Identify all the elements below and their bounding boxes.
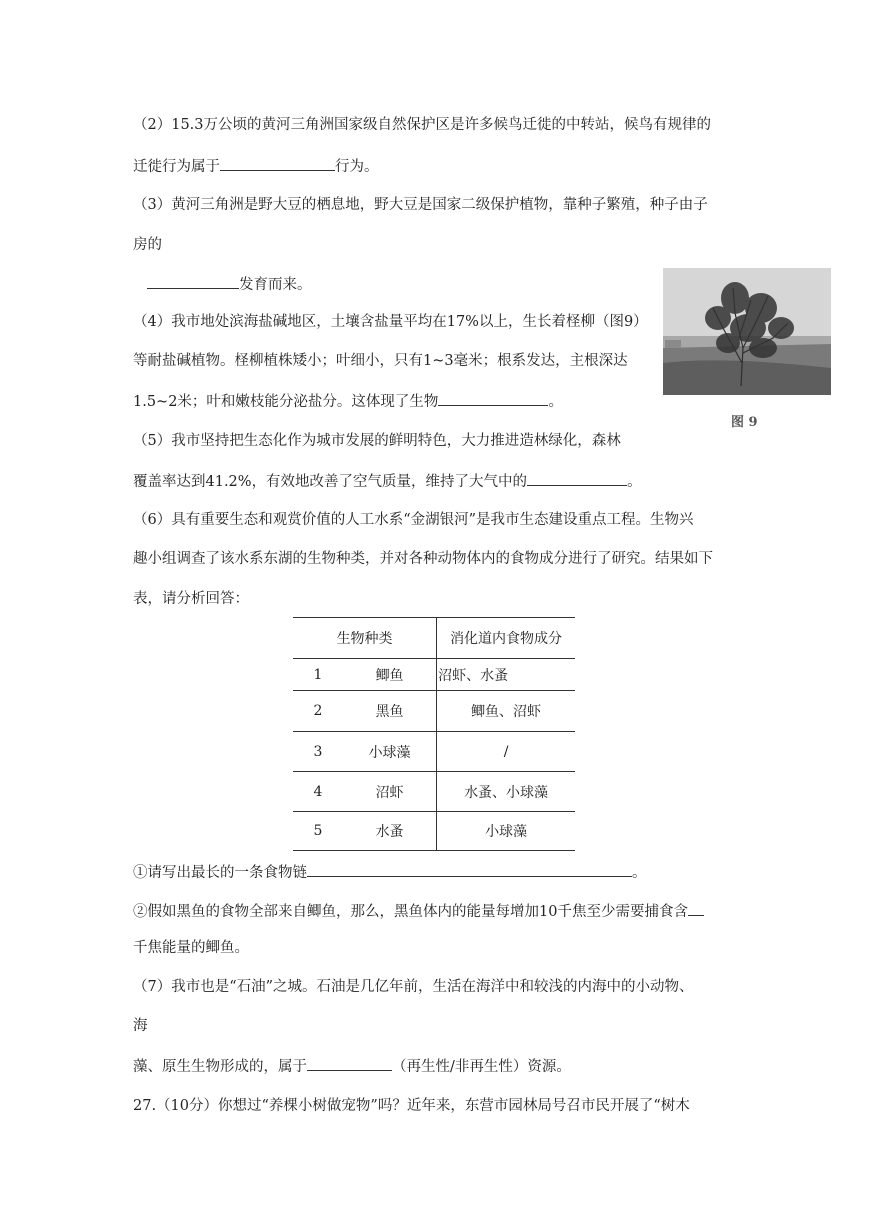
q6-sub1-text: ①请写出最长的一条食物链 <box>133 865 307 881</box>
figure-caption: 图 9 <box>731 415 758 430</box>
row-species: 小球藻 <box>343 732 437 772</box>
q5-line2-end: 。 <box>627 474 642 490</box>
tamarisk-image <box>663 268 831 395</box>
q6-line2: 趣小组调查了该水系东湖的生物种类，并对各种动物体内的食物成分进行了研究。结果如下 <box>133 551 713 567</box>
row-species: 沼虾 <box>343 772 437 812</box>
row-number: 3 <box>293 732 343 772</box>
table-row <box>293 732 575 772</box>
q6-sub2-line2: 千焦能量的鲫鱼。 <box>133 940 249 956</box>
q7-line3-end: （再生性/非再生性）资源。 <box>392 1059 571 1075</box>
q4-line3-end: 。 <box>548 394 563 410</box>
row-number: 1 <box>293 659 343 691</box>
q2-answer-blank <box>220 155 335 171</box>
q4-line3-text: 1.5~2米；叶和嫩枝能分泌盐分。这体现了生物 <box>133 394 439 410</box>
q5-line2 <box>133 470 642 492</box>
row-species: 水蚤 <box>343 812 437 851</box>
row-food: 沼虾、水蚤 <box>437 659 575 691</box>
q3-line1: （3）黄河三角洲是野大豆的栖息地，野大豆是国家二级保护植物，靠种子繁殖，种子由子 <box>133 197 708 213</box>
q6-line1: （6）具有重要生态和观赏价值的人工水系“金湖银河”是我市生态建设重点工程。生物兴 <box>133 512 694 528</box>
q2-line2-end: 行为。 <box>335 159 379 175</box>
q2-line2 <box>133 155 379 177</box>
row-species: 黑鱼 <box>343 691 437 732</box>
row-food: 小球藻 <box>437 812 575 851</box>
q6-line3: 表，请分析回答： <box>133 591 249 607</box>
header-species: 生物种类 <box>293 618 437 659</box>
resource-type-blank <box>307 1055 392 1071</box>
table-row <box>293 691 575 732</box>
q3-line2: 房的 <box>133 237 162 253</box>
q6-sub1-end: 。 <box>632 865 647 881</box>
q7-line3-text: 藻、原生生物形成的，属于 <box>133 1059 307 1075</box>
energy-blank <box>688 900 704 916</box>
table-row <box>293 772 575 812</box>
table-header-row <box>293 618 575 659</box>
q7-line2: 海 <box>133 1018 148 1034</box>
q3-line3 <box>147 273 312 295</box>
q6-sub2-line1 <box>133 900 704 922</box>
table-row <box>293 812 575 851</box>
q6-sub1 <box>133 861 647 883</box>
q4-line3 <box>133 390 563 412</box>
row-food: / <box>437 732 575 772</box>
table-row <box>293 659 575 691</box>
row-species: 鲫鱼 <box>343 659 437 691</box>
food-chain-blank <box>307 861 632 877</box>
row-food: 水蚤、小球藻 <box>437 772 575 812</box>
tamarisk-photo <box>663 268 831 395</box>
q27-line1: 27.（10分）你想过“养棵小树做宠物”吗？近年来，东营市园林局号召市民开展了“树木 <box>133 1098 690 1114</box>
q2-line2-text: 迁徙行为属于 <box>133 159 220 175</box>
q3-answer-blank <box>147 273 239 289</box>
food-analysis-table <box>293 617 575 851</box>
q6-sub2-text: ②假如黑鱼的食物全部来自鲫鱼，那么，黑鱼体内的能量每增加10千焦至少需要捕食含 <box>133 904 688 920</box>
q7-line3 <box>133 1055 571 1077</box>
q4-line2: 等耐盐碱植物。柽柳植株矮小；叶细小，只有1~3毫米；根系发达，主根深达 <box>133 353 628 369</box>
q4-answer-blank <box>438 390 548 406</box>
q5-line2-text: 覆盖率达到41.2%，有效地改善了空气质量，维持了大气中的 <box>133 474 528 490</box>
q3-line3-text: 发育而来。 <box>239 277 312 293</box>
q5-line1: （5）我市坚持把生态化作为城市发展的鲜明特色，大力推进造林绿化，森林 <box>133 433 621 449</box>
q4-line1: （4）我市地处滨海盐碱地区，土壤含盐量平均在17%以上，生长着柽柳（图9） <box>133 314 648 330</box>
q7-line1: （7）我市也是“石油”之城。石油是几亿年前，生活在海洋中和较浅的内海中的小动物、 <box>133 979 694 995</box>
row-number: 2 <box>293 691 343 732</box>
row-number: 4 <box>293 772 343 812</box>
row-number: 5 <box>293 812 343 851</box>
row-food: 鲫鱼、沼虾 <box>437 691 575 732</box>
q2-line1: （2）15.3万公顷的黄河三角洲国家级自然保护区是许多候鸟迁徙的中转站，候鸟有规律的 <box>133 117 712 133</box>
header-food: 消化道内食物成分 <box>437 618 575 659</box>
q5-answer-blank <box>527 470 627 486</box>
